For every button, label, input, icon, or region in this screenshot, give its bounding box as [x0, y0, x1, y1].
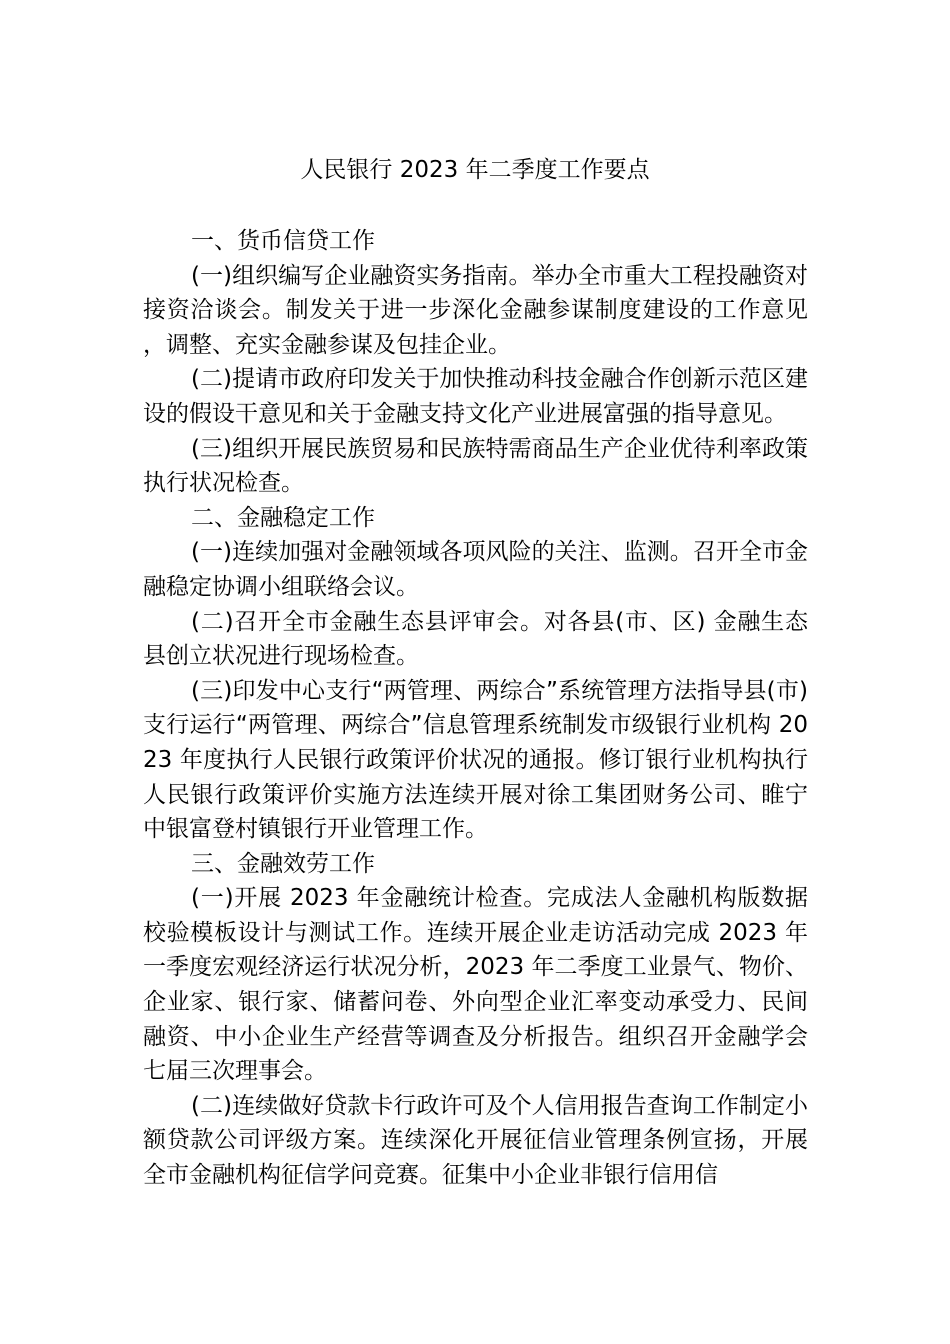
paragraph: (三)印发中心支行“两管理、两综合”系统管理方法指导县(市)支行运行“两管理、两综合”信息管理系统制发市级银行业机构 2023 年度执行人民银行政策评价状况的通报。修订银行业机构执行人民银行政策评价实施方法连续开展对徐工集团财务公司、睢宁中银富登村镇银行开业管理工作。: [143, 677, 808, 843]
document-body: [143, 224, 808, 1193]
paragraph: (一)组织编写企业融资实务指南。举办全市重大工程投融资对接资洽谈会。制发关于进一步深化金融参谋制度建设的工作意见，调整、充实金融参谋及包挂企业。: [143, 262, 808, 358]
paragraph: (二)连续做好贷款卡行政许可及个人信用报告查询工作制定小额贷款公司评级方案。连续深化开展征信业管理条例宣扬，开展全市金融机构征信学问竞赛。征集中小企业非银行信用信: [143, 1092, 808, 1189]
paragraph: (一)连续加强对金融领域各项风险的关注、监测。召开全市金融稳定协调小组联络会议。: [143, 539, 808, 600]
paragraph: (一)开展 2023 年金融统计检查。完成法人金融机构版数据校验模板设计与测试工作。连续开展企业走访活动完成 2023 年一季度宏观经济运行状况分析，2023 年二季度工业景气、物价、企业家、银行家、储蓄问卷、外向型企业汇率变动承受力、民间融资、中小企业生产经营等调查及分析报告。组织召开金融学会七届三次理事会。: [143, 885, 808, 1085]
section-heading: 三、金融效劳工作: [191, 850, 375, 877]
section-heading: 一、货币信贷工作: [191, 228, 375, 254]
document-title: 人民银行 2023 年二季度工作要点: [300, 157, 650, 183]
paragraph: (三)组织开展民族贸易和民族特需商品生产企业优待利率政策执行状况检查。: [143, 435, 808, 497]
paragraph: (二)提请市政府印发关于加快推动科技金融合作创新示范区建设的假设干意见和关于金融支持文化产业进展富强的指导意见。: [143, 366, 808, 427]
section-heading: 二、金融稳定工作: [191, 504, 375, 531]
paragraph: (二)召开全市金融生态县评审会。对各县(市、区) 金融生态县创立状况进行现场检查。: [143, 608, 808, 670]
